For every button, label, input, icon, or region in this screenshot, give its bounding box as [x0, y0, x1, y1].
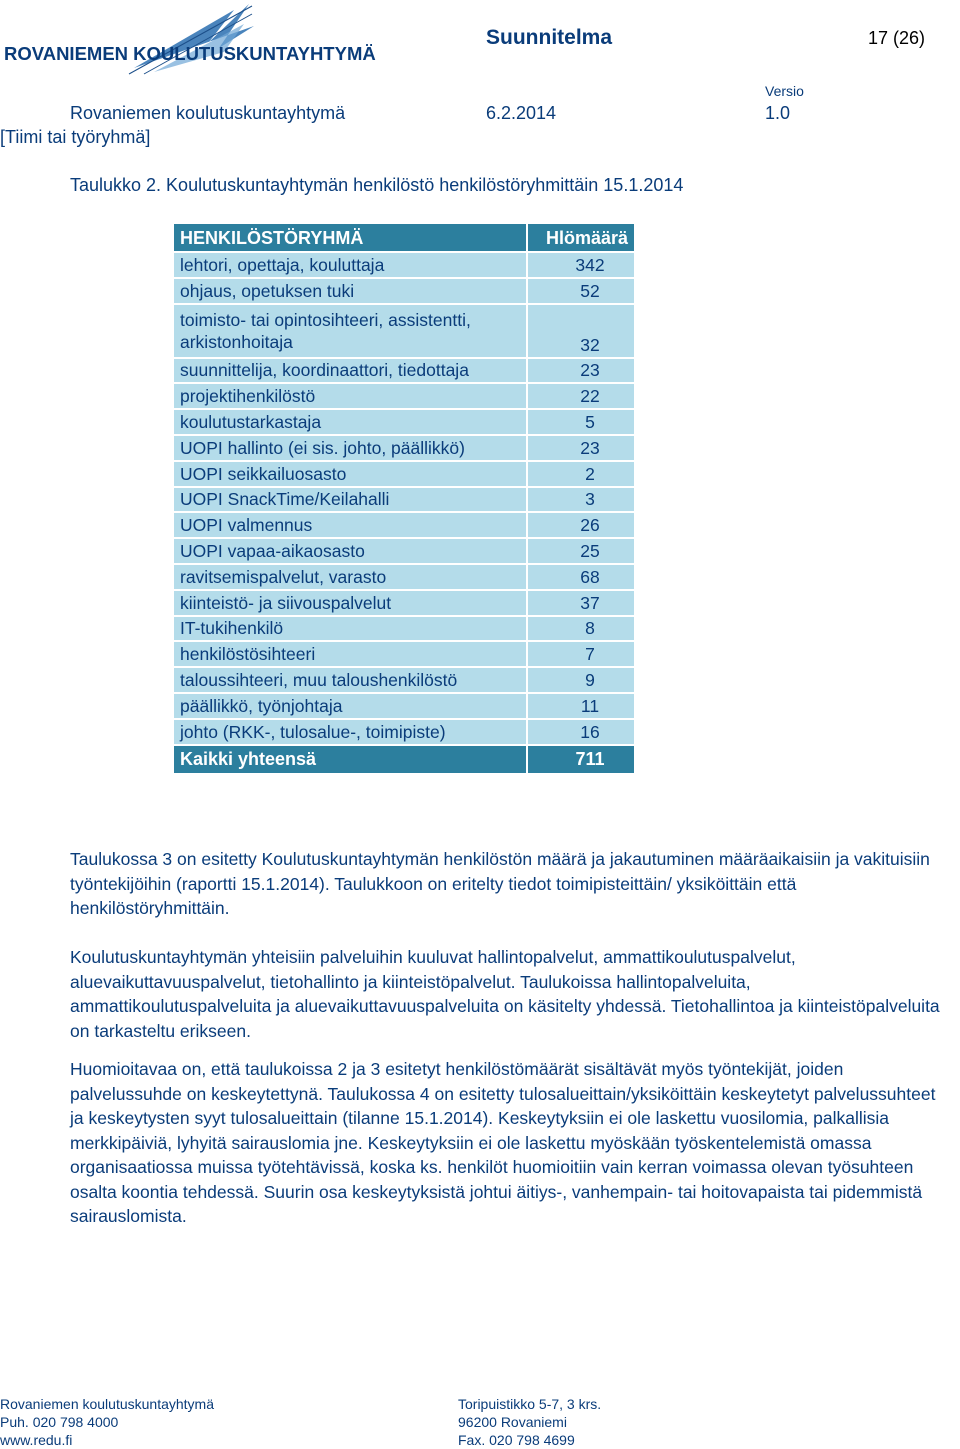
- table-total-row: [173, 745, 635, 774]
- footer-phone: Puh. 020 798 4000: [0, 1414, 119, 1430]
- staff-count-cell: 23: [527, 358, 635, 384]
- table-header-row: [173, 223, 635, 252]
- staff-group-cell: UOPI seikkailuosasto: [173, 461, 527, 487]
- staff-group-cell: toimisto- tai opintosihteeri, assistentti, arkistonhoitaja: [173, 304, 527, 358]
- organization-logo: [4, 2, 444, 78]
- staff-count-cell: 5: [527, 409, 635, 435]
- document-title: Suunnitelma: [486, 26, 613, 49]
- staff-group-cell: kiinteistö- ja siivouspalvelut: [173, 590, 527, 616]
- table-row: [173, 693, 635, 719]
- table-row: [173, 487, 635, 513]
- total-count: 711: [527, 745, 635, 774]
- table-row: [173, 667, 635, 693]
- staff-table: [172, 222, 636, 775]
- staff-group-cell: suunnittelija, koordinaattori, tiedottaja: [173, 358, 527, 384]
- staff-count-cell: 11: [527, 693, 635, 719]
- staff-count-cell: 7: [527, 641, 635, 667]
- staff-count-cell: 9: [527, 667, 635, 693]
- paragraph-2: Koulutuskuntayhtymän yhteisiin palveluihin kuuluvat hallintopalvelut, ammattikoulutuspalvelut, aluevaikuttavuuspalvelut, tietohallinto ja kiinteistöpalvelut. Taulukoissa hallintopalveluita, ammattikoulutuspalveluita ja aluevaikuttavuuspalveluita on käsitelty yhdessä. Tietohallintoa ja kiinteistöpalveluita on tarkasteltu erikseen.: [70, 947, 940, 1041]
- logo-text: ROVANIEMEN KOULUTUSKUNTAYHTYMÄ: [4, 43, 376, 64]
- staff-group-cell: ohjaus, opetuksen tuki: [173, 278, 527, 304]
- staff-group-cell: johto (RKK-, tulosalue-, toimipiste): [173, 719, 527, 745]
- table-row: [173, 461, 635, 487]
- staff-group-cell: päällikkö, työnjohtaja: [173, 693, 527, 719]
- table-row: [173, 719, 635, 745]
- table-row: [173, 616, 635, 642]
- staff-group-cell: lehtori, opettaja, kouluttaja: [173, 252, 527, 278]
- staff-count-cell: 342: [527, 252, 635, 278]
- header-group: HENKILÖSTÖRYHMÄ: [173, 223, 527, 252]
- team-placeholder: [Tiimi tai työryhmä]: [0, 127, 151, 147]
- staff-count-cell: 23: [527, 435, 635, 461]
- table-row: [173, 278, 635, 304]
- table-row: [173, 641, 635, 667]
- staff-group-cell: UOPI valmennus: [173, 512, 527, 538]
- staff-group-cell: UOPI vapaa-aikaosasto: [173, 538, 527, 564]
- staff-group-cell: projektihenkilöstö: [173, 383, 527, 409]
- staff-group-cell: ravitsemispalvelut, varasto: [173, 564, 527, 590]
- table-row: [173, 538, 635, 564]
- footer-left: [0, 1395, 214, 1449]
- staff-count-cell: 2: [527, 461, 635, 487]
- staff-count-cell: 26: [527, 512, 635, 538]
- paragraph-3: Huomioitavaa on, että taulukoissa 2 ja 3 esitetyt henkilöstömäärät sisältävät myös työntekijät, joiden palvelussuhde on keskeytettynä. Taulukossa 4 on esitetty tulosalueittain/yksiköittäin keskeytetyt palvelussuhteet ja keskeytysten syyt tulosalueittain (tilanne 15.1.2014). Keskeytyksiin ei ole laskettu vuosilomia, palkallisia merkkipäiviä, lyhyitä sairauslomia jne. Keskeytyksiin ei ole laskettu myöskään työskentelemistä omassa organisaatiossa muissa työtehtävissä, koska ks. henkilöt huomioitiin vain kerran voimassa olevan työsuhteen osalta koontia tehdessä. Suurin osa keskeytyksistä johtui äitiys-, vanhempain- tai hoitovapaista tai pidemmistä sairauslomista.: [70, 1059, 936, 1226]
- header-count: Hlömäärä: [527, 223, 635, 252]
- staff-count-cell: 3: [527, 487, 635, 513]
- table-row: [173, 304, 635, 358]
- footer-website[interactable]: www.redu.fi: [0, 1432, 73, 1448]
- organization-name: Rovaniemen koulutuskuntayhtymä: [70, 103, 346, 123]
- staff-group-cell: henkilöstösihteeri: [173, 641, 527, 667]
- table-row: [173, 435, 635, 461]
- staff-group-cell: taloussihteeri, muu taloushenkilöstö: [173, 667, 527, 693]
- footer-address: Toripuistikko 5-7, 3 krs.: [458, 1396, 602, 1412]
- footer-org: Rovaniemen koulutuskuntayhtymä: [0, 1396, 215, 1412]
- staff-count-cell: 37: [527, 590, 635, 616]
- staff-group-cell: UOPI SnackTime/Keilahalli: [173, 487, 527, 513]
- document-date: 6.2.2014: [486, 103, 557, 123]
- staff-count-cell: 8: [527, 616, 635, 642]
- staff-group-cell: IT-tukihenkilö: [173, 616, 527, 642]
- staff-count-cell: 68: [527, 564, 635, 590]
- version-label: Versio: [765, 83, 804, 99]
- staff-group-cell: UOPI hallinto (ei sis. johto, päällikkö): [173, 435, 527, 461]
- total-label: Kaikki yhteensä: [173, 745, 527, 774]
- table-row: [173, 564, 635, 590]
- logo-graphic: [4, 2, 444, 78]
- staff-count-cell: 52: [527, 278, 635, 304]
- staff-count-cell: 16: [527, 719, 635, 745]
- table-row: [173, 409, 635, 435]
- staff-count-cell: 32: [527, 304, 635, 358]
- table-row: [173, 252, 635, 278]
- footer-postal: 96200 Rovaniemi: [458, 1414, 567, 1430]
- table-row: [173, 358, 635, 384]
- staff-count-cell: 25: [527, 538, 635, 564]
- page-number: 17 (26): [868, 28, 926, 48]
- footer-right: [458, 1395, 601, 1449]
- staff-group-cell: koulutustarkastaja: [173, 409, 527, 435]
- table-row: [173, 383, 635, 409]
- version-number: 1.0: [765, 103, 791, 123]
- table-caption: Taulukko 2. Koulutuskuntayhtymän henkilöstö henkilöstöryhmittäin 15.1.2014: [70, 175, 684, 195]
- paragraph-1: Taulukossa 3 on esitetty Koulutuskuntayhtymän henkilöstön määrä ja jakautuminen määräaikaisiin ja vakituisiin työntekijöihin (raportti 15.1.2014). Taulukkoon on eritelty tiedot toimipisteittäin/ yksiköittäin että henkilöstöryhmittäin.: [70, 849, 930, 918]
- table-row: [173, 590, 635, 616]
- table-row: [173, 512, 635, 538]
- staff-count-cell: 22: [527, 383, 635, 409]
- footer-fax: Fax. 020 798 4699: [458, 1432, 575, 1448]
